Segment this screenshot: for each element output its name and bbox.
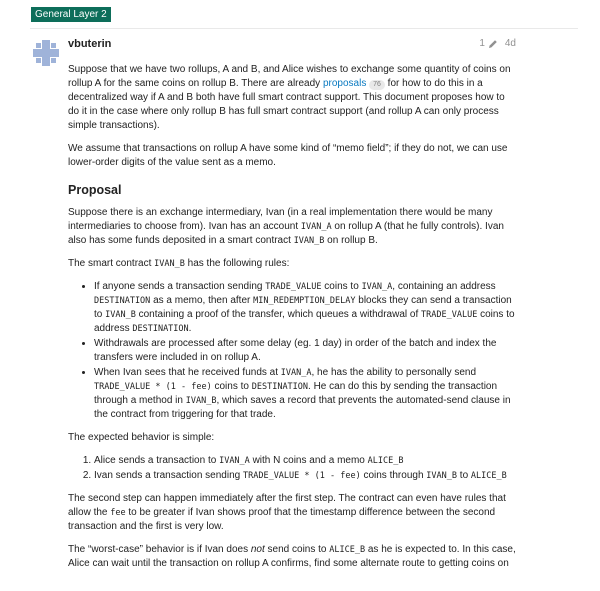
header-divider	[30, 28, 578, 29]
edit-count[interactable]: 1	[479, 38, 485, 49]
paragraph-expected: The expected behavior is simple:	[68, 432, 215, 443]
pencil-icon[interactable]	[488, 39, 498, 49]
steps-list	[94, 454, 518, 483]
link-click-count: 76	[369, 80, 385, 90]
heading-proposal: Proposal	[68, 183, 122, 197]
paragraph-memo: We assume that transactions on rollup A have some kind of “memo field”; if they do not, we can use lower-order digits of the value sent as a memo.	[68, 143, 508, 168]
paragraph-second-step: The second step can happen immediately after the first step. The contract can even have rules that allow the fee to be greater if Ivan shows proof that the timestamp difference between the second transaction and the first is very low.	[68, 493, 506, 532]
list-item: • When Ivan sees that he received funds at IVAN_A, he has the ability to personally send TRADE_VALUE * (1 - fee) coins to DESTINATION. He can do this by sending the transaction through a method in IVAN_B, which saves a record that prevents the automated-send clause in the contract from triggering for that trade.	[94, 366, 518, 422]
user-avatar[interactable]	[33, 40, 59, 66]
post-age[interactable]: 4d	[504, 38, 516, 49]
topic-header	[0, 0, 600, 28]
paragraph-worst-case: The “worst-case” behavior is if Ivan does not send coins to ALICE_B as he is expected to. In this case, Alice can wait until the transaction on rollup A confirms, find some alternate route to getting coins on	[68, 544, 516, 569]
post-username[interactable]: vbuterin	[68, 38, 112, 50]
list-item: 2. Ivan sends a transaction sending TRADE_VALUE * (1 - fee) coins through IVAN_B to ALICE_B	[94, 469, 518, 483]
list-item: • If anyone sends a transaction sending TRADE_VALUE coins to IVAN_A, containing an address DESTINATION as a memo, then after MIN_REDEMPTION_DELAY blocks they can send a transaction to IVAN_B containing a proof of the transfer, which queues a withdrawal of TRADE_VALUE coins to address DESTINATION.	[94, 280, 518, 336]
proposals-link[interactable]: proposals	[322, 78, 367, 89]
category-badge[interactable]: General Layer 2	[31, 7, 111, 22]
paragraph-intermediary: Suppose there is an exchange intermediary, Ivan (in a real implementation there would be many intermediaries to choose from). Ivan has an account IVAN_A on rollup A (that he fully controls). Ivan also has some funds deposited in a smart contract IVAN_B on rollup B.	[68, 207, 504, 246]
paragraph-intro: Suppose that we have two rollups, A and B, and Alice wishes to exchange some quantity of coins on rollup A for the same coins on rollup B. There are already proposals 76 for how to do this in a decentralized way if A and B both have full smart contract support. This document proposes how to do it in the case where only rollup B has full smart contract support (and rollup A can only process simple transactions).	[68, 64, 511, 131]
paragraph-rules-intro: The smart contract IVAN_B has the following rules:	[68, 258, 290, 269]
list-item: 1. Alice sends a transaction to IVAN_A with N coins and a memo ALICE_B	[94, 454, 518, 468]
list-item: • Withdrawals are processed after some delay (eg. 1 day) in order of the batch and index the transfers were included in on rollup A.	[94, 337, 518, 365]
post-body	[68, 63, 518, 580]
rules-list	[94, 280, 518, 422]
post-meta	[479, 38, 516, 49]
